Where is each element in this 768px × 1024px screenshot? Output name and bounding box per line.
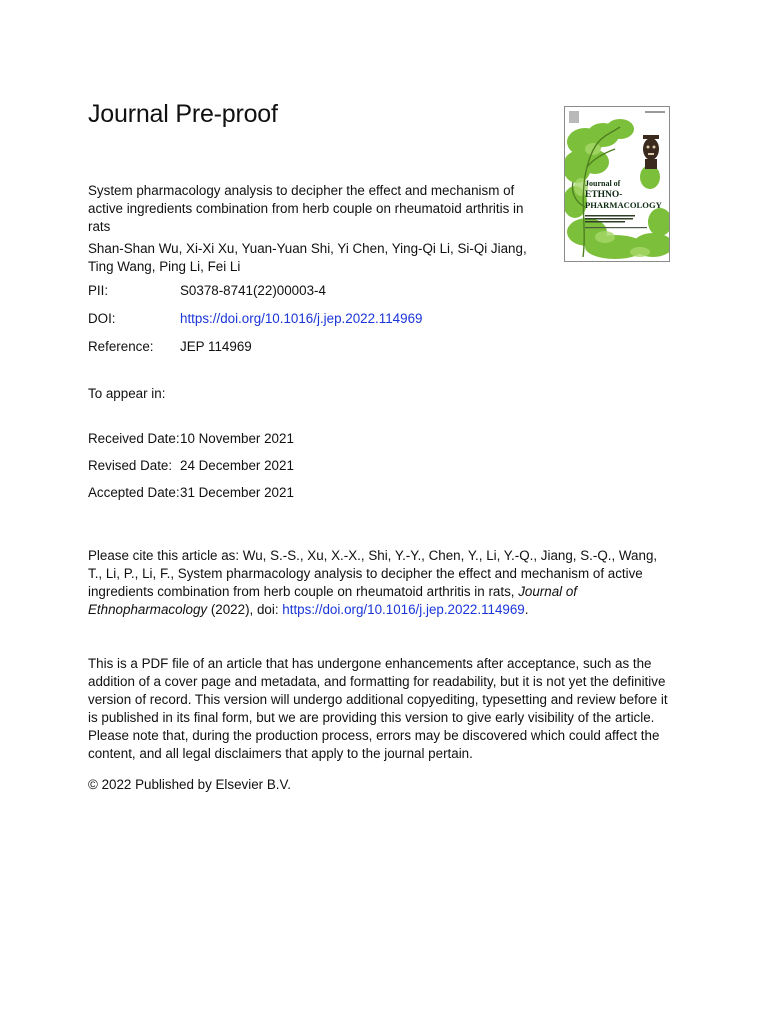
reference-row [88, 338, 252, 356]
citation-end: . [524, 602, 529, 617]
pii-row [88, 282, 326, 300]
cover-title-line1: Journal of [585, 179, 621, 188]
accepted-date-label: Accepted Date: [88, 485, 180, 500]
doi-label: DOI: [88, 311, 116, 326]
citation-text-after: (2022), doi: [207, 602, 283, 617]
article-title: System pharmacology analysis to decipher the effect and mechanism of active ingredients combination from herb couple on rheumatoid arthritis in rats [88, 183, 524, 234]
citation-journal: Journal of Ethnopharmacology [88, 584, 578, 617]
accepted-date-row [88, 484, 294, 502]
doi-row [88, 310, 423, 328]
accepted-date-value: 31 December 2021 [180, 485, 294, 500]
copyright-notice: © 2022 Published by Elsevier B.V. [88, 777, 291, 792]
citation-text: Please cite this article as: Wu, S.-S., Xu, X.-X., Shi, Y.-Y., Chen, Y., Li, Y.-Q., Jiang, S.-Q., Wang, T., Li, P., Li, F., System pharmacology analysis to decipher the effect and mechanism of active ingredients combination from herb couple on rheumatoid arthritis in rats, [88, 548, 658, 599]
revised-date-row [88, 457, 294, 475]
appear-in-row [88, 385, 165, 403]
reference-label: Reference: [88, 339, 154, 354]
cover-artwork [565, 107, 670, 262]
received-date-label: Received Date: [88, 431, 180, 446]
revised-date-label: Revised Date: [88, 458, 173, 473]
citation-paragraph [88, 547, 668, 619]
doi-link[interactable]: https://doi.org/10.1016/j.jep.2022.114969 [180, 311, 423, 326]
page-title: Journal Pre-proof [88, 100, 278, 128]
pii-label: PII: [88, 283, 109, 298]
revised-date-value: 24 December 2021 [180, 458, 294, 473]
disclaimer-paragraph: This is a PDF file of an article that has undergone enhancements after acceptance, such as the addition of a cover page and metadata, and formatting for readability, but it is not yet the definitive version of record. This version will undergo additional copyediting, typesetting and review before it is published in its final form, but we are providing this version to give early visibility of the article. Please note that, during the production process, errors may be discovered which could affect the content, and all legal disclaimers that apply to the journal pertain. [88, 656, 668, 761]
journal-cover-image [564, 106, 670, 262]
pii-value: S0378-8741(22)00003-4 [180, 283, 326, 298]
received-date-value: 10 November 2021 [180, 431, 294, 446]
reference-value: JEP 114969 [180, 339, 252, 354]
article-authors: Shan-Shan Wu, Xi-Xi Xu, Yuan-Yuan Shi, Yi Chen, Ying-Qi Li, Si-Qi Jiang, Ting Wang, Ping Li, Fei Li [88, 241, 527, 274]
received-date-row [88, 430, 294, 448]
cover-title-line2: ETHNO- [585, 190, 623, 200]
citation-doi-link[interactable]: https://doi.org/10.1016/j.jep.2022.114969 [282, 602, 525, 617]
cover-title-line3: PHARMACOLOGY [585, 200, 662, 210]
appear-in-label: To appear in: [88, 386, 166, 401]
